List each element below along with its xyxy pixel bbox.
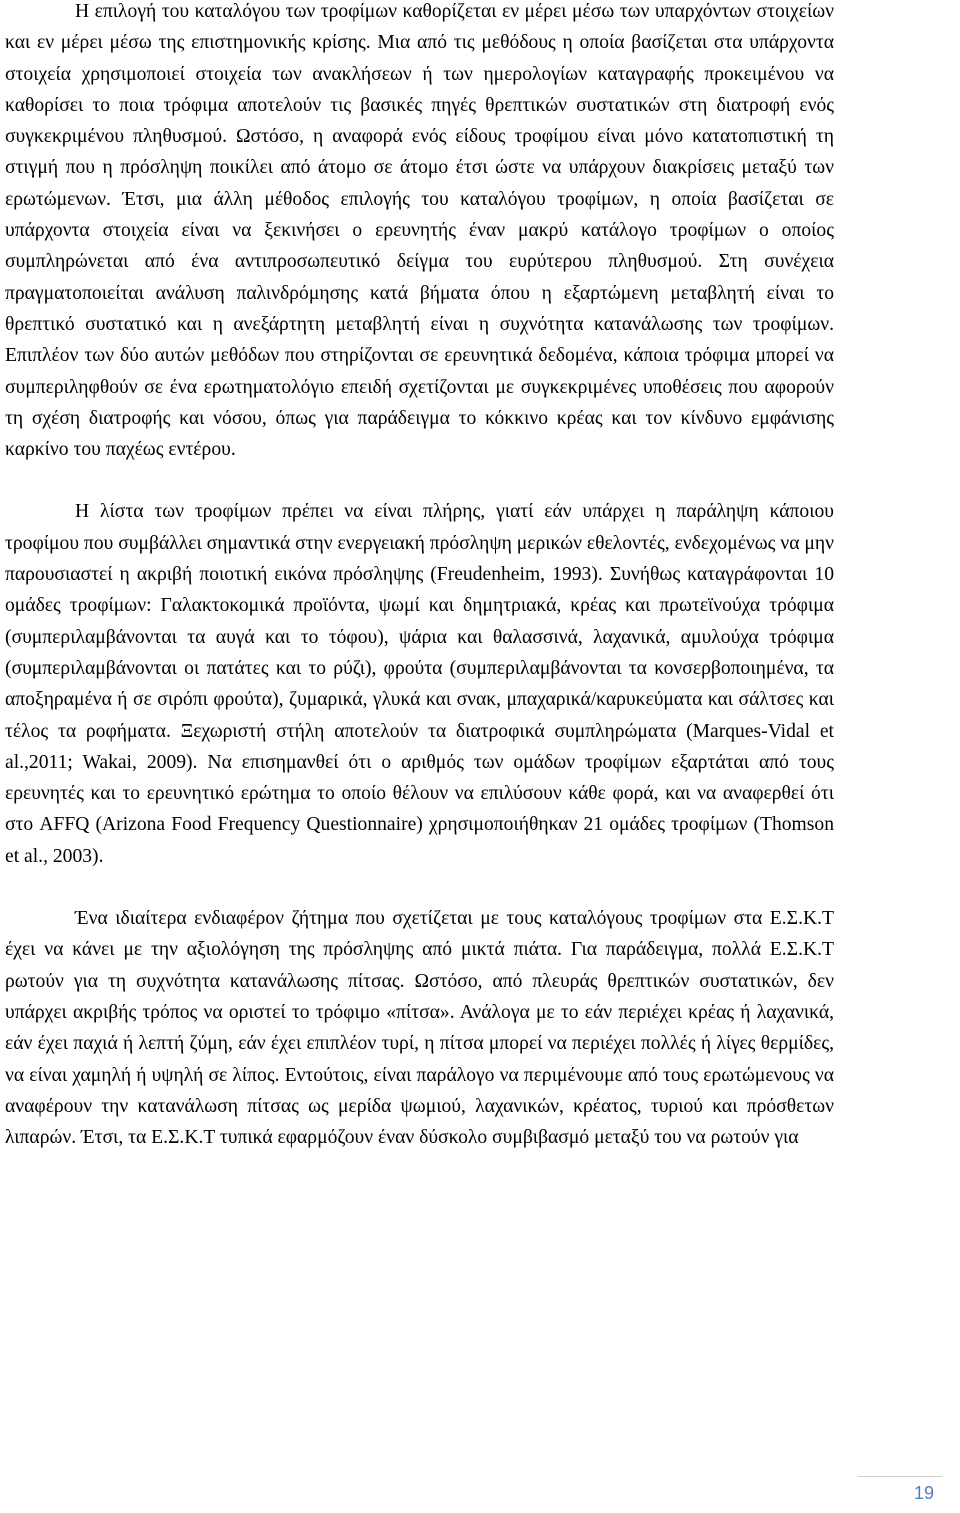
paragraph-food-list-completeness: Η λίστα των τροφίμων πρέπει να είναι πλήρης, γιατί εάν υπάρχει η παράληψη κάποιου τροφίμου που συμβάλλει σημαντικά στην ενεργειακή πρόσληψη μερικών εθελοντές, ενδεχομένως να μην παρουσιαστεί η ακριβή ποιοτική εικόνα πρόσληψης (Freudenheim, 1993). Συνήθως καταγράφονται 10 ομάδες τροφίμων: Γαλακτοκομικά προϊόντα, ψωμί και δημητριακά, κρέας και πρωτεϊνούχα τρόφιμα (συμπεριλαμβάνονται τα αυγά και το τόφου), ψάρια και θαλασσινά, λαχανικά, αμυλούχα τρόφιμα (συμπεριλαμβάνονται οι πατάτες και το ρύζι), φρούτα (συμπεριλαμβάνονται τα κονσερβοποιημένα, τα αποξηραμένα ή σε σιρόπι φρούτα), ζυμαρικά, γλυκά και σνακ, μπαχαρικά/καρυκεύματα και σάλτσες και τέλος τα ροφήματα. Ξεχωριστή στήλη αποτελούν τα διατροφικά συμπληρώματα (Marques-Vidal et al.,2011; Wakai, 2009). Να επισημανθεί ότι ο αριθμός των ομάδων τροφίμων εξαρτάται από τους ερευνητές και το ερευνητικό ερώτημα το οποίο θέλουν να επιλύσουν κάθε φορά, και να αναφερθεί ότι στο AFFQ (Arizona Food Frequency Questionnaire) χρησιμοποιήθηκαν 21 ομάδες τροφίμων (Thomson et al., 2003). (5, 501, 834, 867)
document-page (5, 0, 834, 1153)
paragraph-mixed-dishes: Ένα ιδιαίτερα ενδιαφέρον ζήτημα που σχετίζεται με τους καταλόγους τροφίμων στα Ε.Σ.Κ.Τ έχει να κάνει με την αξιολόγηση της πρόσληψης από μικτά πιάτα. Για παράδειγμα, πολλά Ε.Σ.Κ.Τ ρωτούν για τη συχνότητα κατανάλωσης πίτσας. Ωστόσο, από πλευράς θρεπτικών συστατικών, δεν υπάρχει ακριβής τρόπος να οριστεί το τρόφιμο «πίτσα». Ανάλογα με το εάν περιέχει κρέας ή λαχανικά, εάν έχει παχιά ή λεπτή ζύμη, εάν έχει επιπλέον τυρί, η πίτσα μπορεί να περιέχει πολλές ή λίγες θερμίδες, να είναι χαμηλή ή υψηλή σε λίπος. Εντούτοις, είναι παράλογο να περιμένουμε από τους ερωτώμενους να αναφέρουν την κατανάλωση πίτσας ως μερίδα ψωμιού, λαχανικών, κρέατος, τυριού και πρόσθετων λιπαρών. Έτσι, τα Ε.Σ.Κ.Τ τυπικά εφαρμόζουν έναν δύσκολο συμβιβασμό μεταξύ του να ρωτούν για (5, 908, 834, 1149)
page-number: 19 (913, 1483, 934, 1503)
paragraph-food-list-selection: Η επιλογή του καταλόγου των τροφίμων καθορίζεται εν μέρει μέσω των υπαρχόντων στοιχείων και εν μέρει μέσω της επιστημονικής κρίσης. Μια από τις μεθόδους η οποία βασίζεται στα υπάρχοντα στοιχεία χρησιμοποιεί στοιχεία των ανακλήσεων ή των ημερολογίων καταγραφής προκειμένου να καθορίσει το ποια τρόφιμα αποτελούν τις βασικές πηγές θρεπτικών συστατικών στη διατροφή ενός συγκεκριμένου πληθυσμού. Ωστόσο, η αναφορά ενός είδους τροφίμου είναι μόνο κατατοπιστική τη στιγμή που η πρόσληψη ποικίλει από άτομο σε άτομο έτσι ώστε να υπάρχουν διακρίσεις μεταξύ των ερωτώμενων. Έτσι, μια άλλη μέθοδος επιλογής του καταλόγου τροφίμων, η οποία βασίζεται σε υπάρχοντα στοιχεία είναι να ξεκινήσει ο ερευνητής έναν μακρύ κατάλογο τροφίμων ο οποίος συμπληρώνεται από ένα αντιπροσωπευτικό δείγμα του ευρύτερου πληθυσμού. Στη συνέχεια πραγματοποιείται ανάλυση παλινδρόμησης κατά βήματα όπου η εξαρτώμενη μεταβλητή είναι το θρεπτικό συστατικό και η ανεξάρτητη μεταβλητή είναι η συχνότητα κατανάλωσης των τροφίμων. Επιπλέον των δύο αυτών μεθόδων που στηρίζονται σε ερευνητικά δεδομένα, κάποια τρόφιμα μπορεί να συμπεριληφθούν σε ένα ερωτηματολόγιο επειδή σχετίζονται με συγκεκριμένες υποθέσεις που αφορούν τη σχέση διατροφής και νόσου, όπως για παράδειγμα το κόκκινο κρέας και τον κίνδυνο εμφάνισης καρκίνο του παχέως εντέρου. (5, 1, 834, 461)
page-footer (858, 1476, 942, 1504)
